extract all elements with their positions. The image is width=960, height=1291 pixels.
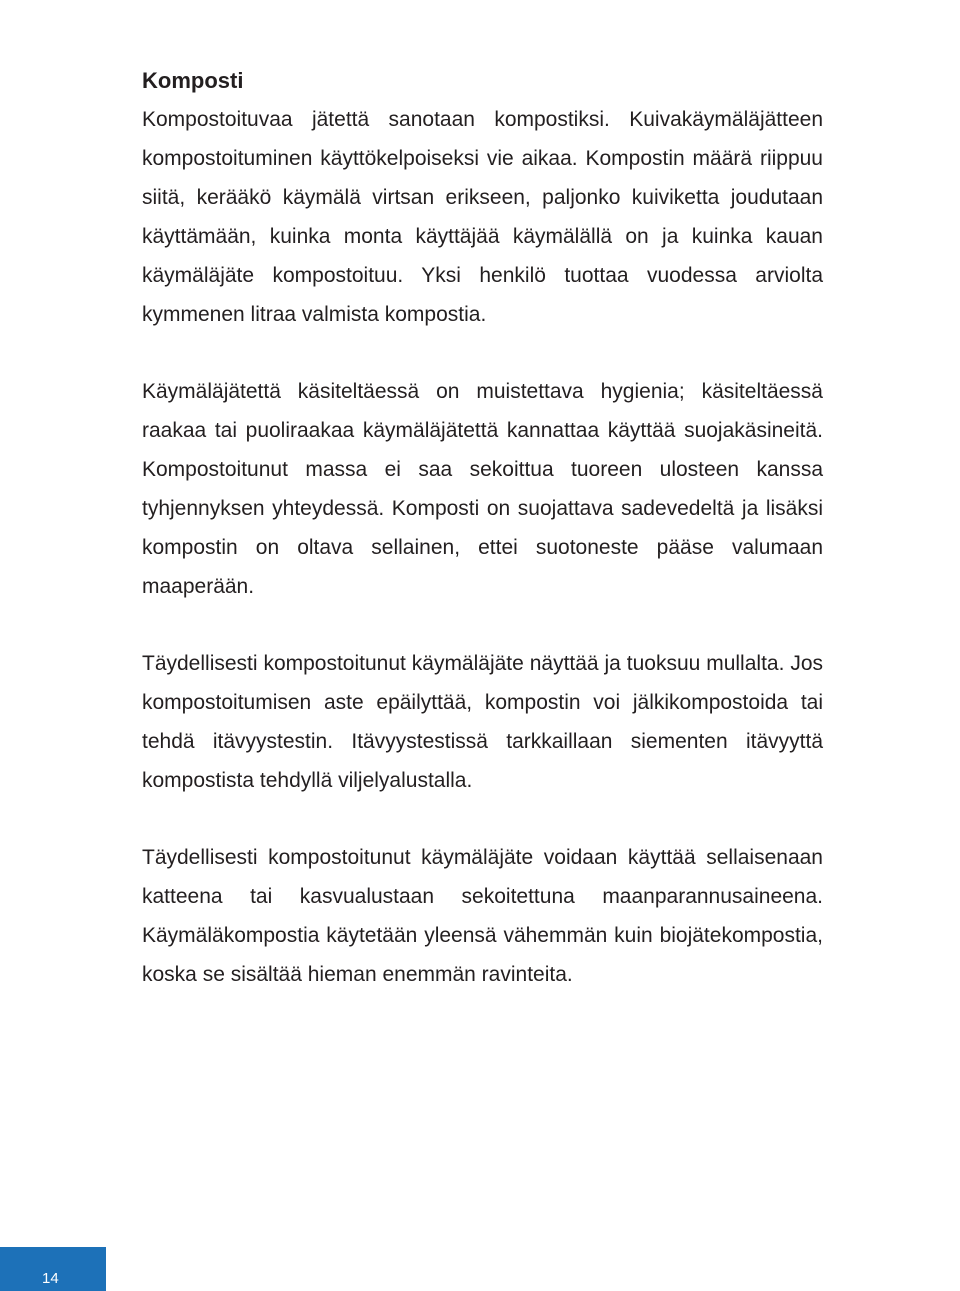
page-number-box xyxy=(0,1247,106,1291)
paragraph-4: Täydellisesti kompostoitunut käymäläjäte voidaan käyttää sellaisenaan katteena tai kasvualustaan sekoitettuna maanparannusaineena. Käymäläkompostia käytetään yleensä vähemmän kuin biojätekompostia, koska se sisältää hieman enemmän ravinteita. xyxy=(142,846,823,986)
paragraph-2: Käymäläjätettä käsiteltäessä on muistettava hygienia; käsiteltäessä raakaa tai puoliraakaa käymäläjätettä kannattaa käyttää suojakäsineitä. Kompostoitunut massa ei saa sekoittua tuoreen ulosteen kanssa tyhjennyksen yhteydessä. Komposti on suojattava sadevedeltä ja lisäksi kompostin on oltava sellainen, ettei suotoneste pääse valumaan maaperään. xyxy=(142,380,823,598)
paragraph-1: Kompostoituvaa jätettä sanotaan kompostiksi. Kuivakäymäläjätteen kompostoituminen käyttökelpoiseksi vie aikaa. Kompostin määrä riippuu siitä, kerääkö käymälä virtsan erikseen, paljonko kuiviketta joudutaan käyttämään, kuinka monta käyttäjää käymälällä on ja kuinka kauan käymäläjäte kompostoituu. Yksi henkilö tuottaa vuodessa arviolta kymmenen litraa valmista kompostia. xyxy=(142,108,823,326)
page-number: 14 xyxy=(42,1270,59,1287)
page-content xyxy=(142,62,823,1032)
section-heading: Komposti xyxy=(142,68,244,93)
paragraph-3: Täydellisesti kompostoitunut käymäläjäte näyttää ja tuoksuu mullalta. Jos kompostoitumisen aste epäilyttää, kompostin voi jälkikompostoida tai tehdä itävyystestin. Itävyystestissä tarkkaillaan siementen itävyyttä kompostista tehdyllä viljelyalustalla. xyxy=(142,652,823,792)
